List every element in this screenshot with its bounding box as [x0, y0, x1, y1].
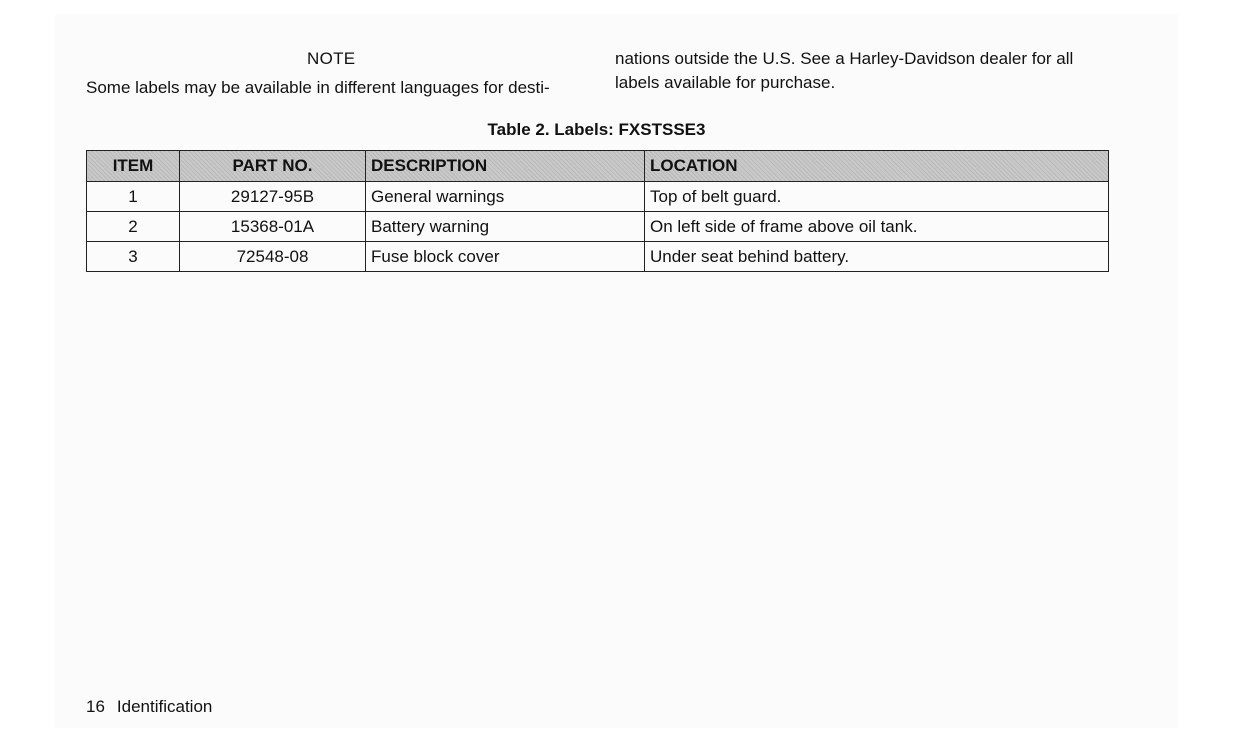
cell-description: General warnings — [366, 182, 645, 212]
page-footer — [86, 697, 212, 717]
cell-item: 1 — [87, 182, 180, 212]
cell-location: Under seat behind battery. — [645, 242, 1109, 272]
cell-part-no: 72548-08 — [180, 242, 366, 272]
cell-location: On left side of frame above oil tank. — [645, 212, 1109, 242]
table-row — [87, 182, 1109, 212]
table-title: Table 2. Labels: FXSTSSE3 — [487, 120, 706, 139]
page-number: 16 — [86, 697, 105, 716]
cell-description: Fuse block cover — [366, 242, 645, 272]
cell-description: Battery warning — [366, 212, 645, 242]
table-row — [87, 212, 1109, 242]
cell-part-no: 29127-95B — [180, 182, 366, 212]
note-heading: NOTE — [307, 49, 356, 68]
cell-item: 2 — [87, 212, 180, 242]
section-name: Identification — [116, 697, 213, 716]
header-part-no: PART NO. — [180, 151, 366, 182]
cell-location: Top of belt guard. — [645, 182, 1109, 212]
note-text-right: nations outside the U.S. See a Harley-Davidson dealer for all labels available for purchase. — [615, 49, 1074, 92]
table-header-row — [87, 151, 1109, 182]
header-location: LOCATION — [645, 151, 1109, 182]
note-text-left: Some labels may be available in different languages for desti- — [86, 78, 550, 97]
header-item: ITEM — [87, 151, 180, 182]
header-description: DESCRIPTION — [366, 151, 645, 182]
table-row — [87, 242, 1109, 272]
cell-item: 3 — [87, 242, 180, 272]
cell-part-no: 15368-01A — [180, 212, 366, 242]
labels-table — [86, 150, 1109, 272]
